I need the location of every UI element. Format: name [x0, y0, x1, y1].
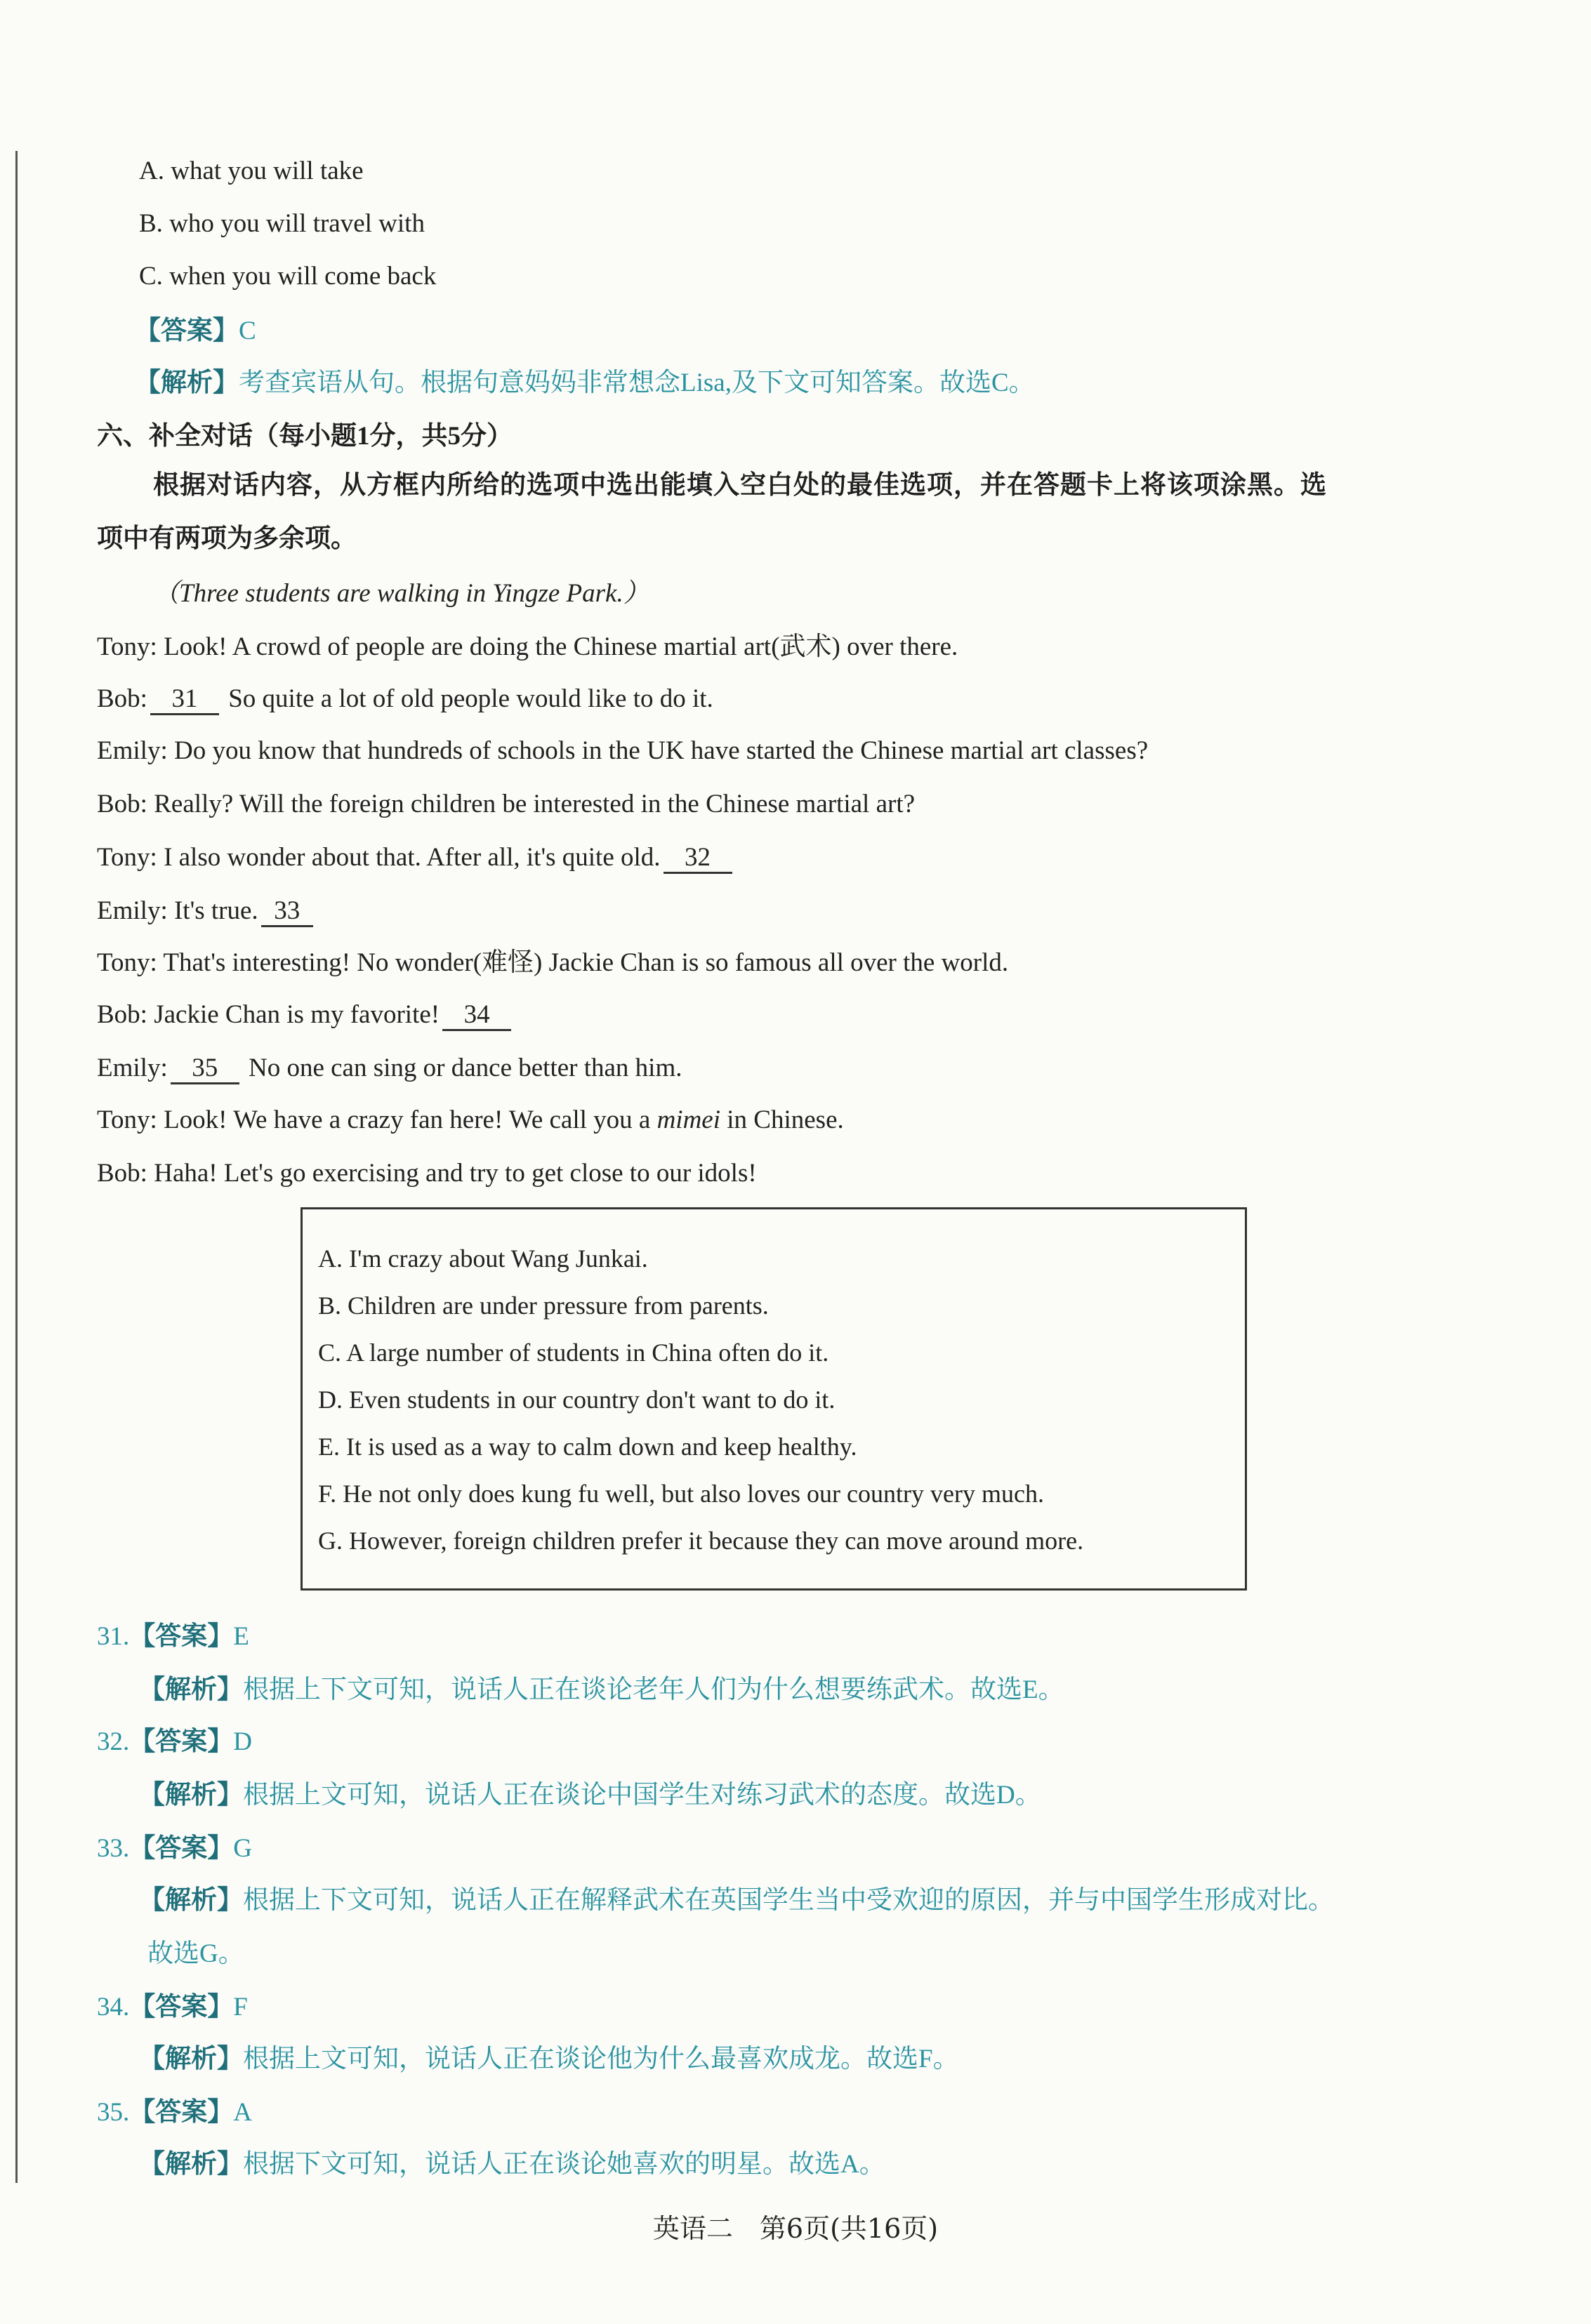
- dialogue-line: Emily: 35 No one can sing or dance better than him.: [97, 1051, 682, 1085]
- option-a: A. what you will take: [139, 157, 364, 185]
- option-c: C. when you will come back: [139, 262, 437, 291]
- dialogue-line: Tony: I also wonder about that. After all, it's quite old. 32: [97, 841, 735, 875]
- blank-34: 34: [442, 1001, 511, 1031]
- answer-35: 35.【答案】A: [97, 2098, 252, 2127]
- dialogue-line: Emily: It's true. 33: [97, 894, 316, 928]
- analysis-32: 【解析】根据上文可知，说话人正在谈论中国学生对练习武术的态度。故选D。: [139, 1781, 1041, 1810]
- section-heading: 六、补全对话（每小题1分，共5分）: [97, 422, 513, 451]
- dialogue-line: Tony: Look! A crowd of people are doing the Chinese martial art(武术) over there.: [97, 632, 958, 661]
- choice-d: D. Even students in our country don't want to do it.: [318, 1386, 836, 1414]
- answer-34: 34.【答案】F: [97, 1993, 248, 2021]
- dialogue-line: Bob: Jackie Chan is my favorite! 34: [97, 998, 514, 1032]
- choice-e: E. It is used as a way to calm down and keep healthy.: [318, 1433, 857, 1461]
- choice-a: A. I'm crazy about Wang Junkai.: [318, 1244, 648, 1273]
- dialogue-line: Tony: That's interesting! No wonder(难怪) Jackie Chan is so famous all over the world.: [97, 948, 1009, 977]
- answer-31: 31.【答案】E: [97, 1622, 249, 1651]
- dialogue-line: Tony: Look! We have a crazy fan here! We call you a mimei in Chinese.: [97, 1105, 844, 1134]
- prev-analysis: 【解析】考查宾语从句。根据句意妈妈非常想念Lisa,及下文可知答案。故选C。: [135, 368, 1035, 397]
- answer-32: 32.【答案】D: [97, 1727, 252, 1756]
- choice-f: F. He not only does kung fu well, but also loves our country very much.: [318, 1480, 1044, 1508]
- dialogue-line: Emily: Do you know that hundreds of schools in the UK have started the Chinese martial art classes?: [97, 736, 1149, 765]
- scene-note: （Three students are walking in Yingze Park.）: [153, 579, 649, 608]
- dialogue-line: Bob: Haha! Let's go exercising and try to get close to our idols!: [97, 1159, 757, 1188]
- analysis-31: 【解析】根据上下文可知，说话人正在谈论老年人们为什么想要练武术。故选E。: [139, 1675, 1064, 1704]
- left-margin-line: [15, 151, 18, 2183]
- page-footer: 英语二 第6页(共16页): [652, 2213, 939, 2244]
- analysis-33: 【解析】根据上下文可知，说话人正在解释武术在英国学生当中受欢迎的原因，并与中国学生形成对比。: [139, 1886, 1334, 1915]
- option-b: B. who you will travel with: [139, 209, 425, 238]
- choice-g: G. However, foreign children prefer it because they can move around more.: [318, 1527, 1084, 1555]
- choices-box: [301, 1207, 1247, 1591]
- analysis-35: 【解析】根据下文可知，说话人正在谈论她喜欢的明星。故选A。: [139, 2150, 885, 2179]
- prev-answer: 【答案】C: [135, 317, 256, 345]
- analysis-34: 【解析】根据上文可知，说话人正在谈论他为什么最喜欢成龙。故选F。: [139, 2045, 959, 2073]
- answer-33: 33.【答案】G: [97, 1834, 252, 1863]
- instruction-line-1: 根据对话内容，从方框内所给的选项中选出能填入空白处的最佳选项，并在答题卡上将该项涂黑。选: [153, 471, 1327, 500]
- choice-c: C. A large number of students in China often do it.: [318, 1339, 829, 1367]
- choice-b: B. Children are under pressure from parents.: [318, 1292, 769, 1320]
- dialogue-line: Bob: Really? Will the foreign children be interested in the Chinese martial art?: [97, 790, 916, 818]
- blank-33: 33: [261, 897, 313, 927]
- instruction-line-2: 项中有两项为多余项。: [97, 524, 357, 553]
- blank-35: 35: [171, 1054, 239, 1084]
- dialogue-line: Bob: 31 So quite a lot of old people would like to do it.: [97, 682, 713, 716]
- analysis-33-cont: 故选G。: [147, 1939, 244, 1968]
- blank-31: 31: [150, 685, 219, 715]
- blank-32: 32: [664, 844, 732, 874]
